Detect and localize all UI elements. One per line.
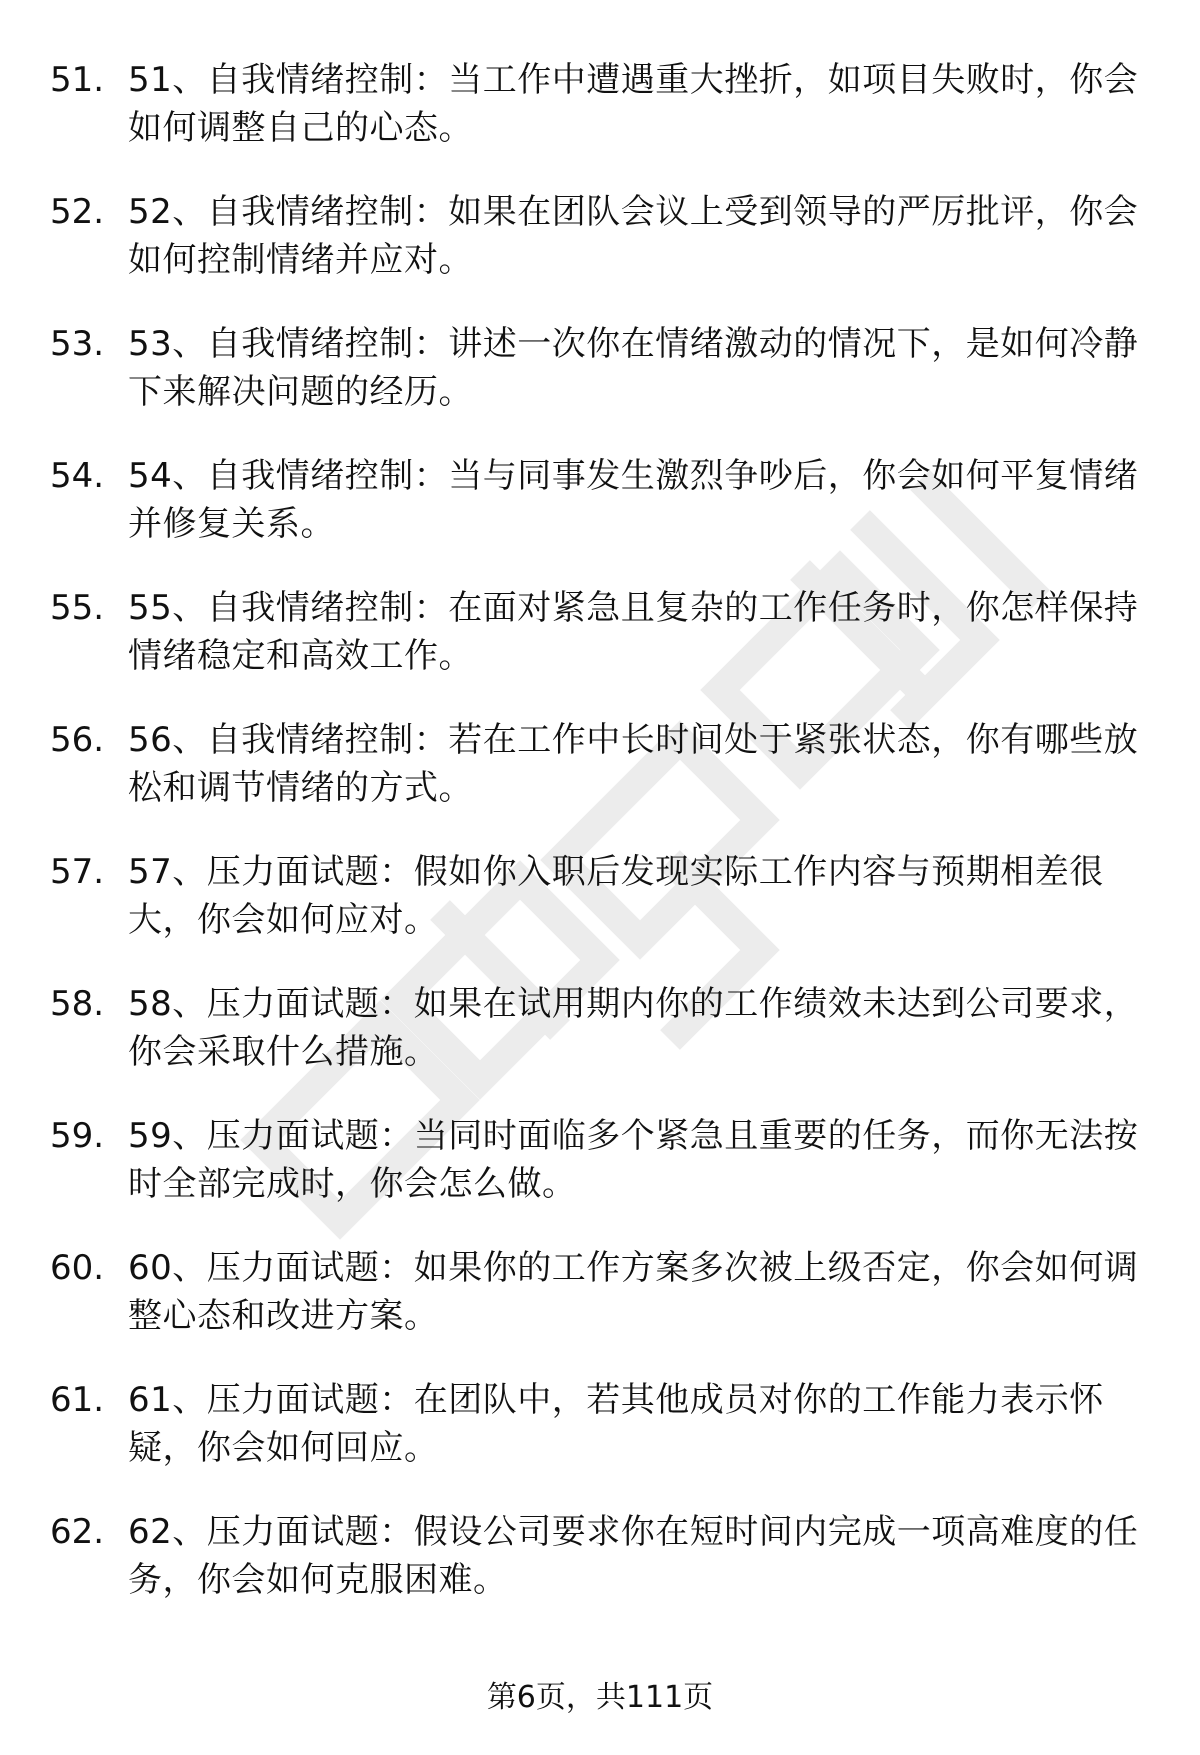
question-number: 54. bbox=[50, 456, 105, 496]
page-indicator: 第6页，共111页 bbox=[486, 1680, 714, 1715]
question-number: 56. bbox=[50, 720, 105, 760]
question-number: 60. bbox=[50, 1248, 105, 1288]
question-text: 55、自我情绪控制：在面对紧急且复杂的工作任务时，你怎样保持情绪稳定和高效工作。 bbox=[128, 588, 1139, 676]
question-text: 62、压力面试题：假设公司要求你在短时间内完成一项高难度的任务，你会如何克服困难。 bbox=[128, 1512, 1139, 1600]
question-item bbox=[50, 980, 1150, 1112]
question-item bbox=[50, 1244, 1150, 1376]
question-item bbox=[50, 1508, 1150, 1640]
question-item bbox=[50, 848, 1150, 980]
question-item bbox=[50, 1376, 1150, 1508]
question-number: 59. bbox=[50, 1116, 105, 1156]
question-text: 60、压力面试题：如果你的工作方案多次被上级否定，你会如何调整心态和改进方案。 bbox=[128, 1248, 1139, 1336]
question-item bbox=[50, 320, 1150, 452]
question-number: 51. bbox=[50, 60, 105, 100]
question-text: 51、自我情绪控制：当工作中遭遇重大挫折，如项目失败时，你会如何调整自己的心态。 bbox=[128, 60, 1139, 148]
question-text: 52、自我情绪控制：如果在团队会议上受到领导的严厉批评，你会如何控制情绪并应对。 bbox=[128, 192, 1139, 280]
question-text: 56、自我情绪控制：若在工作中长时间处于紧张状态，你有哪些放松和调节情绪的方式。 bbox=[128, 720, 1139, 808]
question-text: 53、自我情绪控制：讲述一次你在情绪激动的情况下，是如何冷静下来解决问题的经历。 bbox=[128, 324, 1139, 412]
question-item bbox=[50, 584, 1150, 716]
question-text: 61、压力面试题：在团队中，若其他成员对你的工作能力表示怀疑，你会如何回应。 bbox=[128, 1380, 1104, 1468]
question-number: 57. bbox=[50, 852, 105, 892]
page-footer bbox=[0, 1678, 1200, 1718]
question-number: 55. bbox=[50, 588, 105, 628]
question-number: 52. bbox=[50, 192, 105, 232]
question-number: 53. bbox=[50, 324, 105, 364]
question-item bbox=[50, 1112, 1150, 1244]
question-number: 62. bbox=[50, 1512, 105, 1552]
question-number: 58. bbox=[50, 984, 105, 1024]
question-text: 58、压力面试题：如果在试用期内你的工作绩效未达到公司要求，你会采取什么措施。 bbox=[128, 984, 1139, 1072]
question-text: 54、自我情绪控制：当与同事发生激烈争吵后，你会如何平复情绪并修复关系。 bbox=[128, 456, 1139, 544]
question-item bbox=[50, 716, 1150, 848]
question-item bbox=[50, 188, 1150, 320]
question-text: 57、压力面试题：假如你入职后发现实际工作内容与预期相差很大，你会如何应对。 bbox=[128, 852, 1104, 940]
question-item bbox=[50, 56, 1150, 188]
question-item bbox=[50, 452, 1150, 584]
question-number: 61. bbox=[50, 1380, 105, 1420]
question-text: 59、压力面试题：当同时面临多个紧急且重要的任务，而你无法按时全部完成时，你会怎么做。 bbox=[128, 1116, 1139, 1204]
